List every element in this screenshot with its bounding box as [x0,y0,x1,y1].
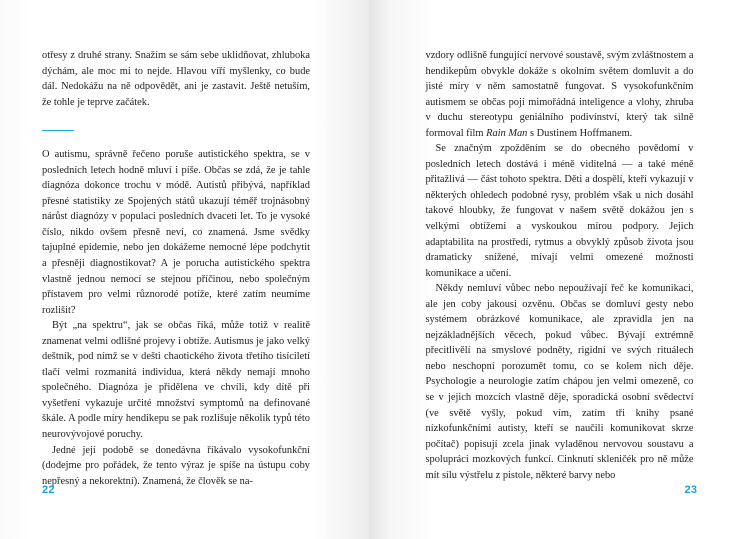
paragraph: Být „na spektru“, jak se občas říká, může totiž v realitě znamenat velmi odlišné projevy i obtíže. Autismus je jako velký deštník, pod nímž se v dešti chaotického života třetího tisíciletí tlačí velmi rozmanitá individua, která někdy nemají mnoho společného. Diagnóza je přidělena ve chvíli, kdy dítě při vyšetření vykazuje určité množství symptomů na definované škále. A podle míry hendikepu se pak rozlišuje několik typů této neurovývojové poruchy. [42,320,310,441]
left-page-text [42,48,310,489]
paragraph: Se značným zpožděním se do obecného povědomí v posledních letech dostává i méně viditelná — a také méně přitažlivá — část tohoto spektra. Děti a dospělí, kteří vykazují v některých ohledech podobné rysy, problém však u nich dosáhl takové hloubky, že fungovat v našem světě dokážou jen s velkými obtížemi a vyskoukou mírou podpory. Jejich adaptabilita na prostředí, rytmus a obvyklý způsob života jsou dramaticky snížené, mívají velmi omezené možnosti komunikace a učení. [425,143,694,279]
paragraph-text: s Dustinem Hoffmanem. [527,127,633,139]
paragraph-text: vzdory odlišně fungující nervové soustavě, svým zvláštnostem a hendikepům obvykle dokáže s okolním světem domluvit a do jisté míry v něm samostatně fungovat. S vysokofunkčním autismem se občas pojí mimořádná inteligence a vlohy, zhruba v duchu stereotypu geniálního podivínství, který tak silně formoval film [425,50,694,139]
page-number: 23 [684,484,698,496]
paragraph [426,48,694,141]
paragraph: otřesy z druhé strany. Snažím se sám sebe uklidňovat, zhluboka dýchám, ale moc mi to nejde. Hlavou víří myšlenky, co bude dál. Nedokážu na ně odpovědět, ani je zastavit. Ještě netuším, že tohle je teprve začátek. [42,50,310,108]
page-number: 22 [42,484,55,496]
paragraph: Někdy nemluví vůbec nebo nepoužívají řeč ke komunikaci, ale jen coby jakousi ozvěnu. Občas se domluví gesty nebo systémem obrázkové komunikace, ale zpravidla jen na nejzákladnějších věcech, pokud vůbec. Bývají extrémně přecitlivělí na smyslové podněty, rigidní ve svých rituálech nebo neschopní porozumět tomu, co se kolem nich děje. Psychologie a neurologie zatím chápou jen velmi omezeně, co se v jejich mozcích vlastně děje, sporadická osobní svědectví (ve světě vyšly, pokud vím, zatím tři knihy psané nízkofunkčními autisty, kteří se naučili komunikovat skrze počítač) popisují zcela jinak vyladěnou nervovou soustavu a spolupráci mozkových funkcí. Cinknutí skleničék pro ně může mít sílu výstřelu z pistole, některé barvy nebo [425,283,694,481]
right-page-text [426,48,694,483]
right-page [369,0,737,539]
section-divider [42,130,74,131]
paragraph: Jedné její podobě se donedávna říkávalo vysokofunkční (dodejme pro pořádek, že tento výraz je spíše na ústupu coby nepřesný a nekorektní). Znamená, že člověk se na- [42,444,310,487]
film-title: Rain Man [486,127,528,139]
paragraph: O autismu, správně řečeno poruše autistického spektra, se v posledních letech hodně mluví i píše. Občas se zdá, že je tahle diagnóza dokonce trochu v módě. Autistů přibývá, například přesné statistiky ze Spojených států ukazují téměř trojnásobný nárůst diagnózy v populaci posledních dvaceti let. To je vysoké číslo, nikdo ovšem přesně neví, co znamená. Jsme svědky tajuplné epidemie, nebo jen dokážeme nemocné lépe podchytit a přesněji diagnostikovat? A je porucha autistického spektra vlastně jednou nemocí se stejnou příčinou, nebo společným přístavem pro velmi různorodé potíže, které zatím neumíme rozlišit? [42,149,310,316]
